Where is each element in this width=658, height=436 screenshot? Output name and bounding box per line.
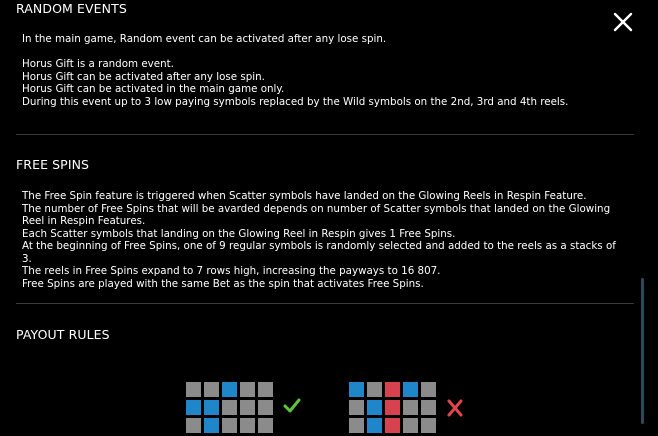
- cross-icon: [445, 397, 465, 419]
- symbol-cell: [349, 418, 364, 433]
- random-events-line: During this event up to 3 low paying symbols replaced by the Wild symbols on the 2nd, 3rd and 4th reels.: [22, 95, 569, 108]
- symbol-cell: [204, 418, 219, 433]
- symbol-cell: [367, 418, 382, 433]
- free-spins-list: [22, 190, 627, 290]
- symbol-cell: [204, 382, 219, 397]
- symbol-cell: [421, 400, 436, 415]
- symbol-cell: [204, 400, 219, 415]
- payout-example-invalid-grid: [349, 382, 436, 433]
- free-spins-line: The reels in Free Spins expand to 7 rows high, increasing the payways to 16 807.: [22, 265, 441, 277]
- symbol-cell: [367, 400, 382, 415]
- symbol-cell: [367, 382, 382, 397]
- free-spins-line: The number of Free Spins that will be avarded depends on number of Scatter symbols that landed on the Glowing Reel in Respin Features.: [22, 202, 611, 227]
- random-events-line: Horus Gift can be activated after any lose spin.: [22, 70, 265, 83]
- symbol-cell: [186, 400, 201, 415]
- free-spins-line: The Free Spin feature is triggered when Scatter symbols have landed on the Glowing Reels in Respin Feature.: [22, 190, 587, 202]
- symbol-cell: [385, 400, 400, 415]
- symbol-cell: [258, 382, 273, 397]
- random-events-intro: In the main game, Random event can be activated after any lose spin.: [22, 33, 387, 45]
- random-events-list: [22, 58, 568, 108]
- random-events-line: Horus Gift can be activated in the main game only.: [22, 83, 285, 95]
- symbol-cell: [421, 382, 436, 397]
- free-spins-line: At the beginning of Free Spins, one of 9 regular symbols is randomly selected and added to the reels as a stacks of 3.: [22, 240, 616, 265]
- random-events-line: Horus Gift is a random event.: [22, 58, 174, 70]
- symbol-cell: [240, 400, 255, 415]
- symbol-cell: [240, 418, 255, 433]
- symbol-cell: [385, 418, 400, 433]
- symbol-cell: [222, 418, 237, 433]
- symbol-cell: [240, 382, 255, 397]
- check-icon: [282, 397, 302, 415]
- section-divider: [16, 303, 634, 304]
- symbol-cell: [186, 382, 201, 397]
- random-events-title: RANDOM EVENTS: [16, 1, 127, 16]
- free-spins-title: FREE SPINS: [16, 157, 90, 172]
- close-icon: [610, 9, 636, 35]
- free-spins-line: Free Spins are played with the same Bet as the spin that activates Free Spins.: [22, 277, 424, 290]
- symbol-cell: [258, 400, 273, 415]
- symbol-cell: [403, 382, 418, 397]
- symbol-cell: [186, 418, 201, 433]
- close-button[interactable]: [610, 9, 636, 35]
- payout-example-valid-grid: [186, 382, 273, 433]
- symbol-cell: [222, 382, 237, 397]
- symbol-cell: [385, 382, 400, 397]
- symbol-cell: [349, 382, 364, 397]
- scrollbar[interactable]: [641, 278, 644, 424]
- section-divider: [16, 134, 634, 135]
- payout-rules-title: PAYOUT RULES: [16, 327, 110, 342]
- symbol-cell: [403, 418, 418, 433]
- symbol-cell: [349, 400, 364, 415]
- symbol-cell: [421, 418, 436, 433]
- free-spins-line: Each Scatter symbols that landing on the Glowing Reel in Respin gives 1 Free Spins.: [22, 227, 456, 240]
- symbol-cell: [403, 400, 418, 415]
- symbol-cell: [222, 400, 237, 415]
- symbol-cell: [258, 418, 273, 433]
